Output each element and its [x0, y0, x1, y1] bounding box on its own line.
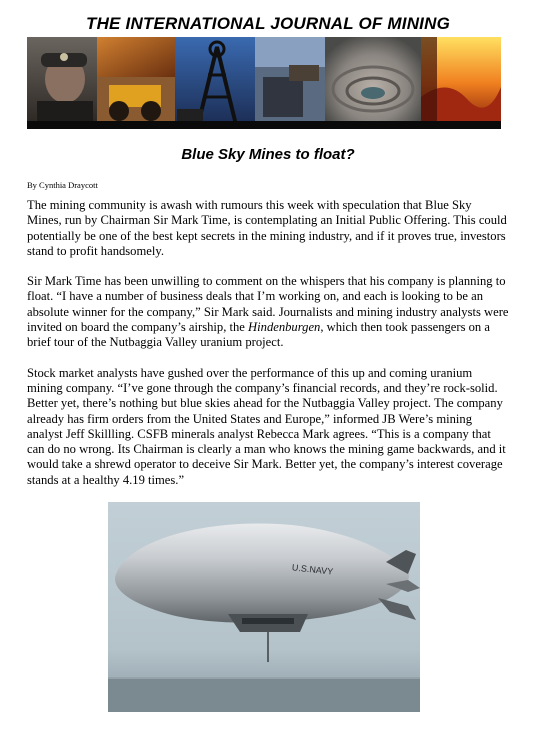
article-paragraph-1: The mining community is awash with rumours this week with speculation that Blue Sky Mines, run by Chairman Sir Mark Time, is contemplating an Initial Public Offering. This could potentially be one of the best kept secrets in the mining industry, and if it proves true, investors stand to profit handsomely. [27, 198, 507, 258]
masthead-title: THE INTERNATIONAL JOURNAL OF MINING [86, 14, 450, 33]
article-headline: Blue Sky Mines to float? [181, 146, 355, 163]
airship-photo [108, 502, 420, 712]
mining-banner-image [27, 37, 501, 129]
paragraph-2-text-before: Sir Mark Time has been unwilling to comment on the whispers that his company is planning to float. “I have a number of business deals that I’m working on, and each is looking to be an absolute winner for the company,” Sir Mark said. Journalists and mining industry analysts were invited on board the company’s airship, the [27, 274, 509, 335]
article-byline: By Cynthia Draycott [27, 180, 98, 190]
article-paragraph-3: Stock market analysts have gushed over the performance of this up and coming uranium mining company. “I’ve gone through the company’s financial records, and they’re rock-solid. Better yet, there’s nothing but blue skies ahead for the Nutbaggia Valley project. The company already has firm orders from the United States and Europe,” informed JB Were’s mining analyst Jeff Skillling. CSFB minerals analyst Rebecca Mark agrees. “This is a company that can do no wrong. Its Chairman is clearly a man who knows the mining game backwards, and it would take a shrewd operator to deceive Sir Mark. Better yet, the company’s interest coverage stands at a healthy 4.19 times.” [27, 365, 506, 487]
airship-name: Hindenburgen [248, 320, 321, 335]
paragraph-2-text-after: , which then took passengers on a brief tour of the Nutbaggia Valley uranium project. [27, 320, 490, 350]
article-paragraph-2 [27, 274, 509, 350]
article-body [27, 198, 509, 503]
hull-marking: U.S.NAVY [291, 562, 334, 577]
